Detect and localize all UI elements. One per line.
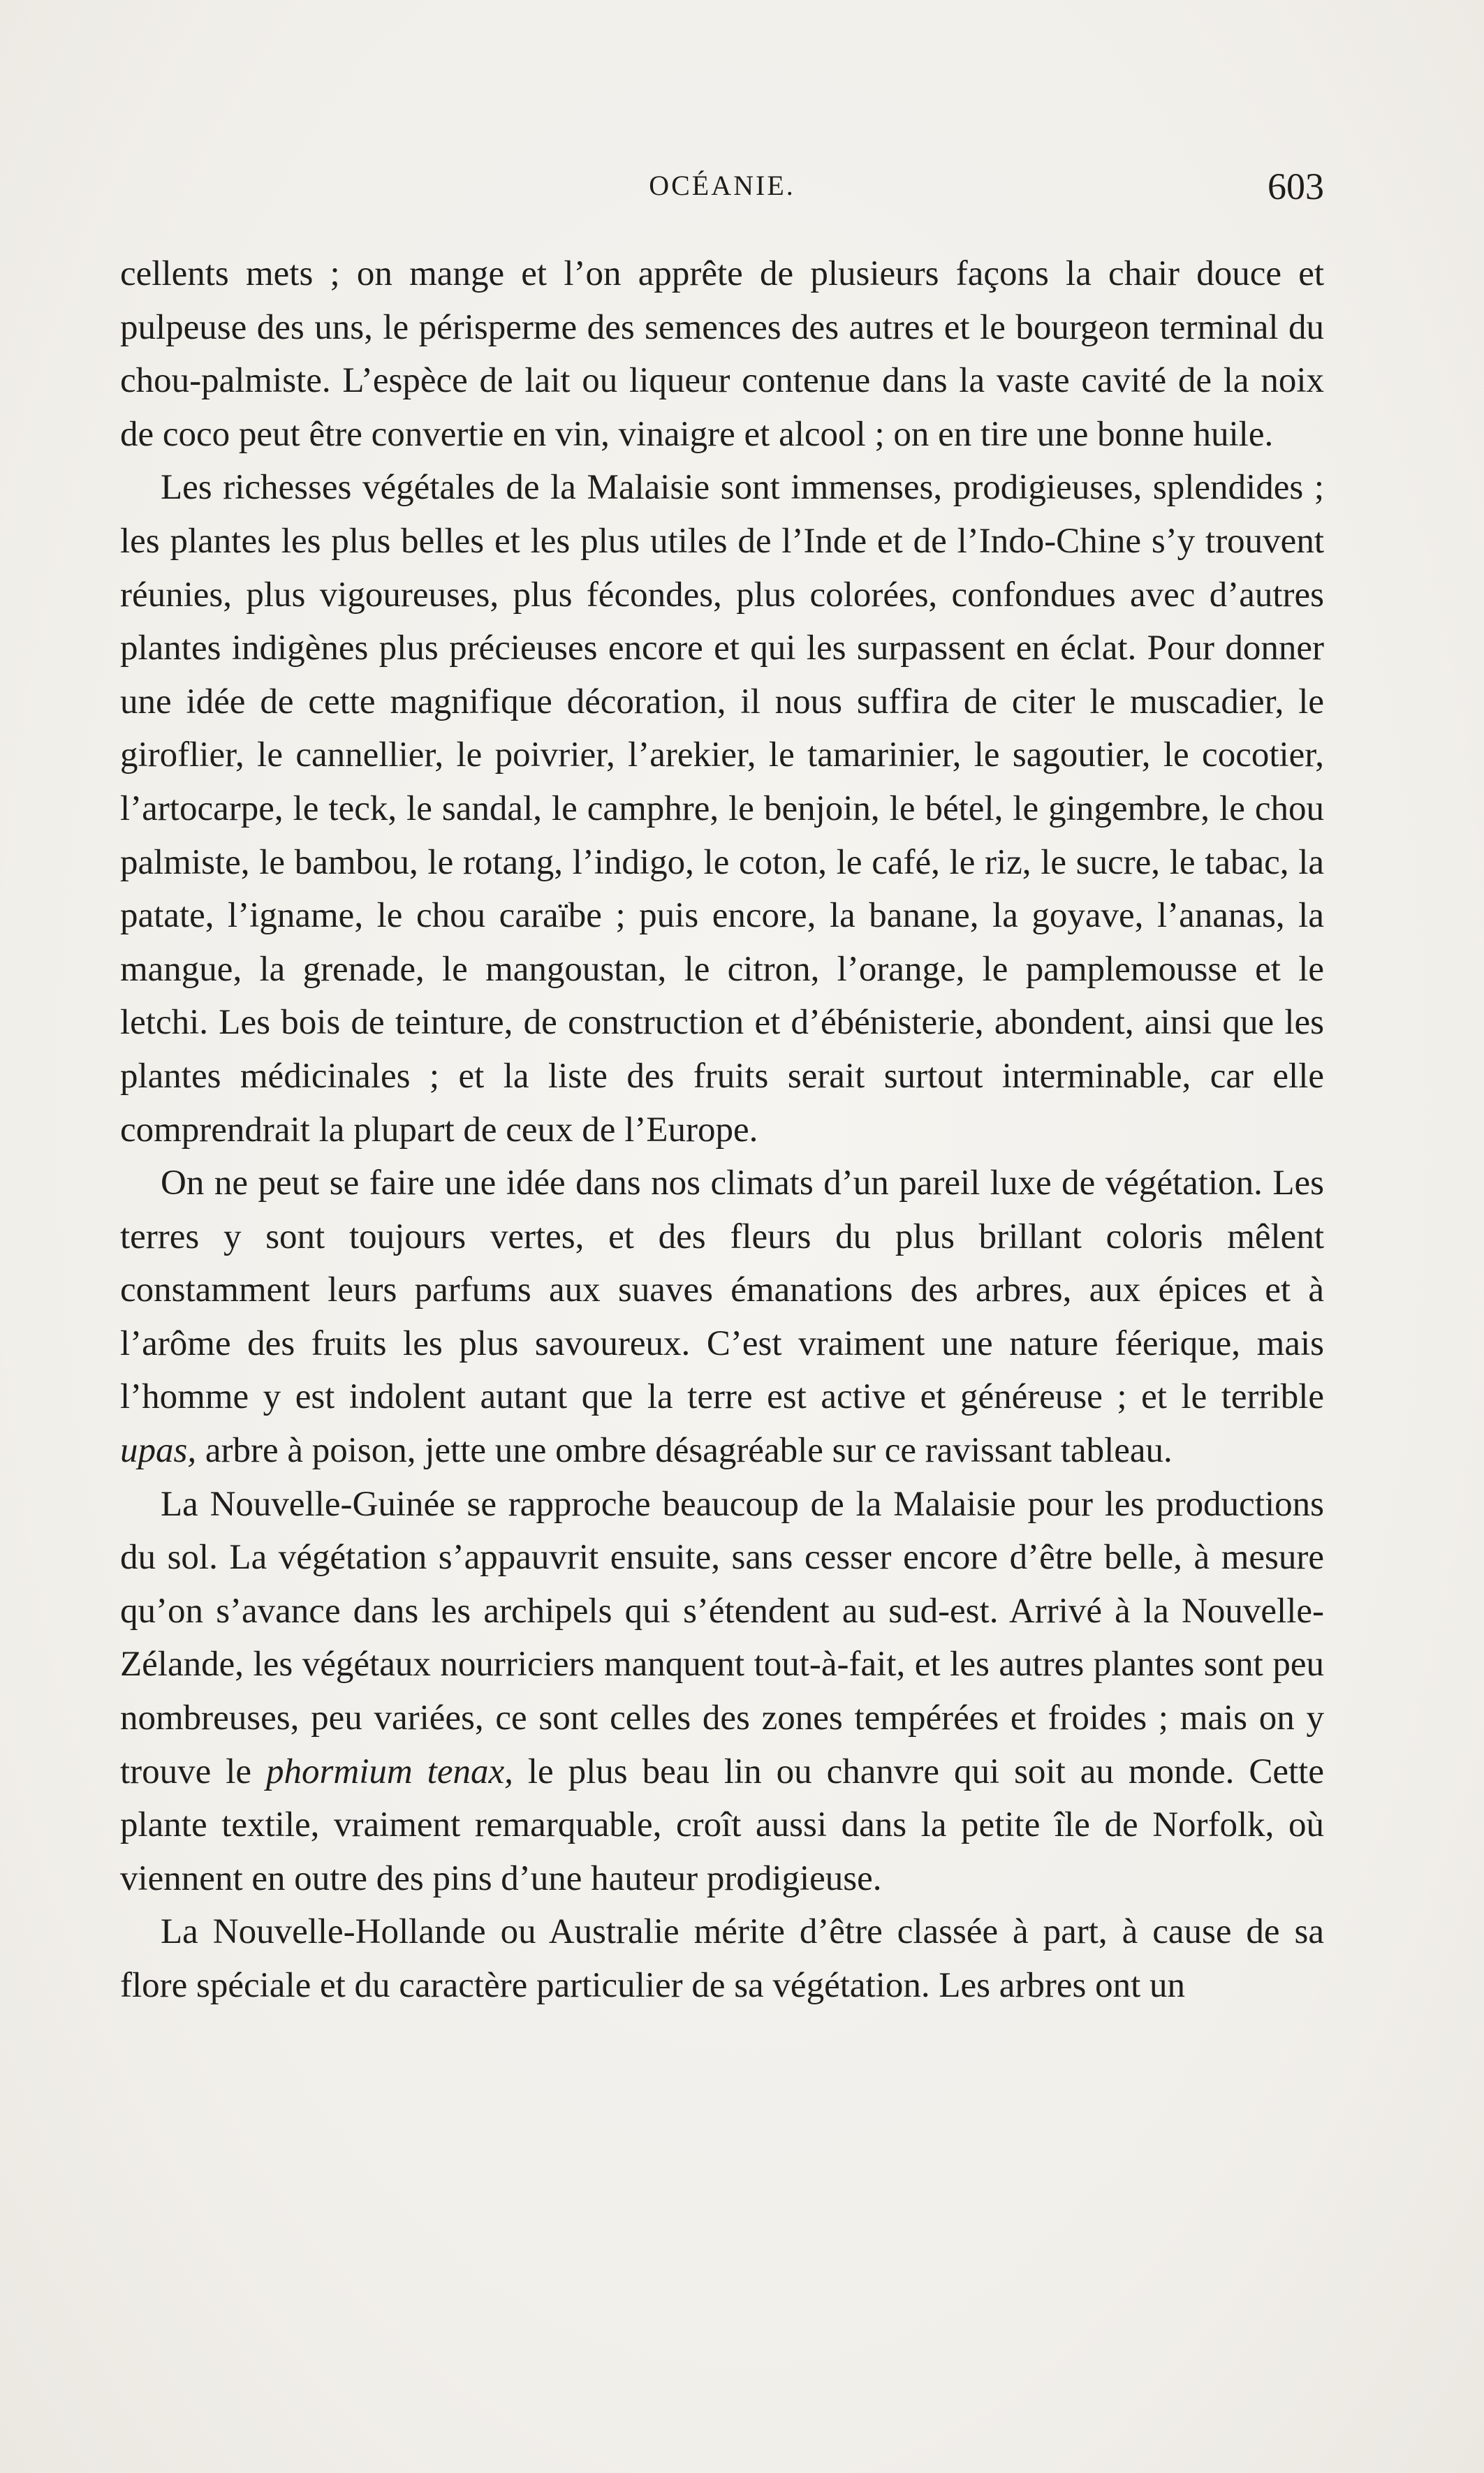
paragraph-text: cellents mets ; on mange et l’on apprête de plusieurs façons la chair douce et pulpeuse des uns, le périsperme des semences des autres et le bourgeon terminal du chou-palmiste. L’espèce de lait ou liqueur contenue dans la vaste cavité de la noix de coco peut être convertie en vin, vinaigre et alcool ; on en tire une bonne huile. bbox=[120, 254, 1324, 454]
body-text bbox=[120, 247, 1324, 2013]
paragraph bbox=[120, 1905, 1324, 2012]
paragraph-text: La Nouvelle-Guinée se rapproche beaucoup de la Malaisie pour les productions du sol. La végétation s’appauvrit ensuite, sans cesser encore d’être belle, à mesure qu’on s’avance dans les archipels qui s’étendent au sud-est. Arrivé à la Nouvelle-Zélande, les végétaux nourriciers manquent tout-à-fait, et les autres plantes sont peu nombreuses, peu variées, ce sont celles des zones tempérées et froides ; mais on y trouve le bbox=[120, 1484, 1324, 1791]
paragraph-text: arbre à poison, jette une ombre désagréable sur ce ravissant tableau. bbox=[196, 1431, 1173, 1471]
paragraph bbox=[120, 461, 1324, 1157]
paragraph-text: On ne peut se faire une idée dans nos climats d’un pareil luxe de végétation. Les terres y sont toujours vertes, et des fleurs du plus brillant coloris mêlent constamment leurs parfums aux suaves émanations des arbres, aux épices et à l’arôme des fruits les plus savoureux. C’est vraiment une nature féerique, mais l’homme y est indolent autant que la terre est active et généreuse ; et le terrible bbox=[120, 1164, 1324, 1417]
paragraph bbox=[120, 1478, 1324, 1906]
page-number: 603 bbox=[1268, 166, 1324, 207]
paragraph bbox=[120, 247, 1324, 461]
paragraph-text: La Nouvelle-Hollande ou Australie mérite d’être classée à part, à cause de sa flore spéciale et du caractère particulier de sa végétation. Les arbres ont un bbox=[120, 1912, 1324, 2005]
running-title: OCÉANIE. bbox=[649, 170, 795, 201]
italic-term: phormium tenax, bbox=[266, 1752, 513, 1791]
paragraph-text: Les richesses végétales de la Malaisie sont immenses, prodigieuses, splendides ; les plantes les plus belles et les plus utiles de l’Inde et de l’Indo-Chine s’y trouvent réunies, plus vigoureuses, plus fécondes, plus colorées, confondues avec d’autres plantes indigènes plus précieuses encore et qui les surpassent en éclat. Pour donner une idée de cette magnifique décoration, il nous suffira de citer le muscadier, le giroflier, le cannellier, le poivrier, l’arekier, le tamarinier, le sagoutier, le cocotier, l’artocarpe, le teck, le sandal, le camphre, le benjoin, le bétel, le gingembre, le chou palmiste, le bambou, le rotang, l’indigo, le coton, le café, le riz, le sucre, le tabac, la patate, l’igname, le chou caraïbe ; puis encore, la banane, la goyave, l’ananas, la mangue, la grenade, le mangoustan, le citron, l’orange, le pamplemousse et le letchi. Les bois de teinture, de construction et d’ébénisterie, abondent, ainsi que les plantes médicinales ; et la liste des fruits serait surtout interminable, car elle comprendrait la plupart de ceux de l’Europe. bbox=[120, 468, 1324, 1150]
page-header bbox=[120, 166, 1324, 218]
italic-term: upas, bbox=[120, 1431, 197, 1471]
paragraph bbox=[120, 1157, 1324, 1478]
paragraph-text: le plus beau lin ou chanvre qui soit au monde. Cette plante textile, vraiment remarquable, croît aussi dans la petite île de Norfolk, où viennent en outre des pins d’une hauteur prodigieuse. bbox=[120, 1752, 1324, 1898]
